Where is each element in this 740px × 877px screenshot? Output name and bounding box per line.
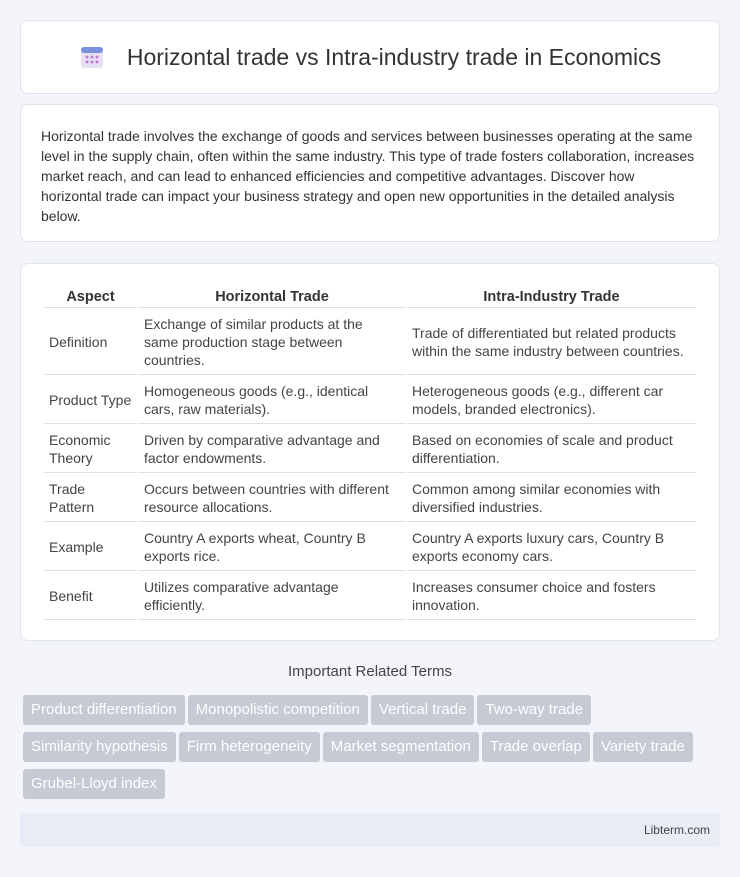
related-term-tag[interactable]: Monopolistic competition xyxy=(188,695,368,725)
related-term-tag[interactable]: Market segmentation xyxy=(323,732,479,762)
related-term-tag[interactable]: Variety trade xyxy=(593,732,693,762)
related-terms-title: Important Related Terms xyxy=(288,663,452,680)
related-term-tag[interactable]: Grubel-Lloyd index xyxy=(23,769,165,799)
horizontal-cell: Homogeneous goods (e.g., identical cars, raw materials). xyxy=(139,377,405,424)
page-title: Horizontal trade vs Intra-industry trade in Economics xyxy=(126,43,662,70)
related-term-tag[interactable]: Two-way trade xyxy=(477,695,591,725)
aspect-cell: Economic Theory xyxy=(44,426,137,473)
related-term-tag[interactable]: Vertical trade xyxy=(371,695,475,725)
horizontal-cell: Driven by comparative advantage and factor endowments. xyxy=(139,426,405,473)
related-terms-list xyxy=(23,695,723,806)
footer-site[interactable]: Libterm.com xyxy=(643,823,710,837)
horizontal-cell: Country A exports wheat, Country B exports rice. xyxy=(139,524,405,571)
intro-text: Horizontal trade involves the exchange of goods and services between businesses operating at the same level in the supply chain, often within the same industry. This type of trade fosters collaboration, increases market reach, and can lead to enhanced efficiencies and competitive advantages. Discover how horizontal trade can impact your business strategy and open new opportunities in the detailed analysis below. xyxy=(41,128,695,224)
table-row xyxy=(44,573,696,620)
related-term-tag[interactable]: Product differentiation xyxy=(23,695,185,725)
aspect-cell: Definition xyxy=(44,310,137,375)
table-row xyxy=(44,475,696,522)
intra-cell: Based on economies of scale and product differentiation. xyxy=(407,426,696,473)
intra-cell: Common among similar economies with diversified industries. xyxy=(407,475,696,522)
aspect-cell: Trade Pattern xyxy=(44,475,137,522)
table-row xyxy=(44,426,696,473)
calendar-grid-icon xyxy=(79,44,105,70)
table-row xyxy=(44,377,696,424)
comparison-table-card xyxy=(20,263,720,641)
horizontal-cell: Occurs between countries with different resource allocations. xyxy=(139,475,405,522)
intra-cell: Heterogeneous goods (e.g., different car models, branded electronics). xyxy=(407,377,696,424)
table-row xyxy=(44,524,696,571)
intro-card xyxy=(20,104,720,242)
comparison-table xyxy=(42,284,698,622)
intra-cell: Increases consumer choice and fosters innovation. xyxy=(407,573,696,620)
header-aspect: Aspect xyxy=(44,286,137,308)
header-intra: Intra-Industry Trade xyxy=(407,286,696,308)
header-card xyxy=(20,20,720,94)
related-term-tag[interactable]: Firm heterogeneity xyxy=(179,732,320,762)
related-term-tag[interactable]: Similarity hypothesis xyxy=(23,732,176,762)
header-horizontal: Horizontal Trade xyxy=(139,286,405,308)
table-row xyxy=(44,310,696,375)
horizontal-cell: Exchange of similar products at the same production stage between countries. xyxy=(139,310,405,375)
related-term-tag[interactable]: Trade overlap xyxy=(482,732,590,762)
footer xyxy=(20,813,720,847)
aspect-cell: Benefit xyxy=(44,573,137,620)
intra-cell: Trade of differentiated but related products within the same industry between countries. xyxy=(407,310,696,375)
horizontal-cell: Utilizes comparative advantage efficiently. xyxy=(139,573,405,620)
intra-cell: Country A exports luxury cars, Country B exports economy cars. xyxy=(407,524,696,571)
aspect-cell: Example xyxy=(44,524,137,571)
aspect-cell: Product Type xyxy=(44,377,137,424)
